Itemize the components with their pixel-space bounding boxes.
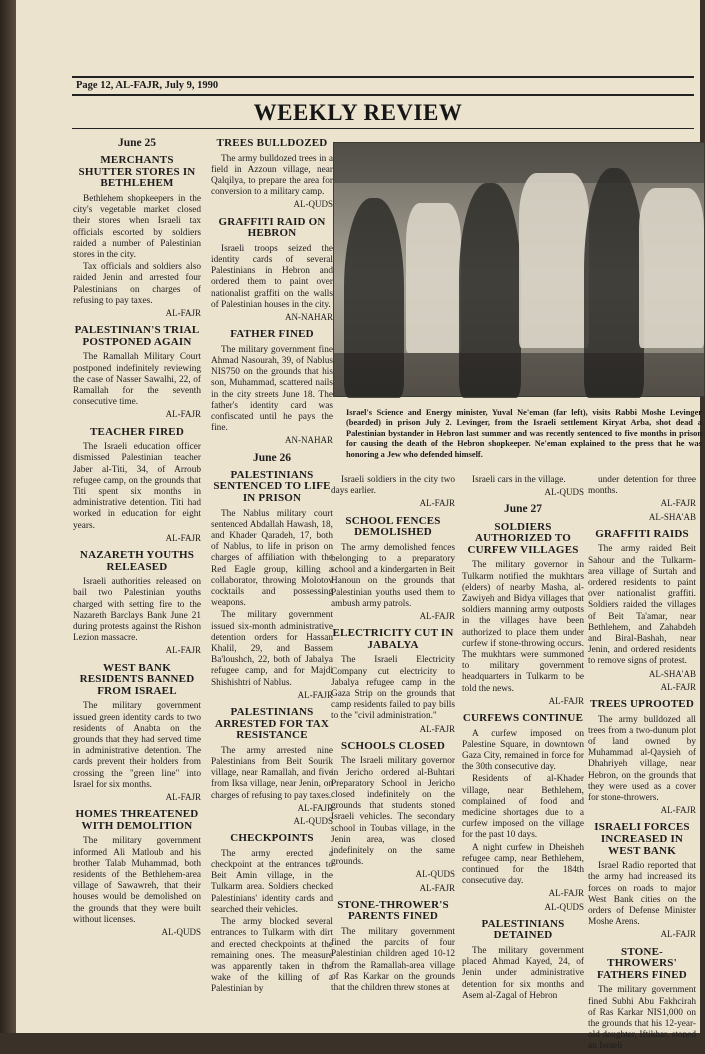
article-paragraph: Israeli soldiers in the city two days earlier.	[331, 475, 455, 497]
article-paragraph: The military government issued green identity cards to two residents of Anabta on the grounds that they had served time in administrative detention. The cards prevent their holders from crossing the "green line" into Israel for six months.	[73, 701, 201, 790]
source-credit: AL-QUDS	[415, 869, 455, 880]
article-paragraph: The Israeli military governor in Jericho ordered al-Buhtari Preparatory School in Jericho closed indefinitely on the grounds that students stoned Israeli vehicles. The secondary school in Toubas village, in the Jenin area, was closed indefinitely on the same grounds.	[331, 756, 455, 868]
source-credit: AL-FAJR	[165, 308, 201, 319]
date-heading: June 26	[252, 451, 292, 464]
column-4	[462, 475, 584, 1003]
source-credit: AL-FAJR	[419, 611, 455, 622]
article-paragraph: The military governor in Tulkarm notified the mukhtars (elders) of nearby Masha, al-Zawiyeh and Bidya villages that soldiers manning army outposts in the villages have been authorized to place them under curfew if stone-throwing occurs. The mukhtars were summoned to military government headquarters in Tulkarm to be told the news.	[462, 560, 584, 694]
source-credit: AL-QUDS	[293, 199, 333, 210]
source-credit: AL-QUDS	[544, 901, 584, 912]
article-headline: TREES BULLDOZED	[216, 137, 328, 149]
article-headline: TREES UPROOTED	[590, 698, 694, 711]
source-credit: AL-FAJR	[419, 882, 455, 893]
article-headline: PALESTINIANS SENTENCED TO LIFE IN PRISON	[213, 468, 331, 505]
masthead-rule	[72, 128, 694, 129]
source-credit: AL-FAJR	[297, 689, 333, 700]
article-paragraph: Israeli authorities released on bail two Palestinian youths charged with setting fire to the Nazareth Barclays Bank June 21 during protests against the Rishon Lezion massacre.	[73, 577, 201, 644]
article-paragraph: A night curfew in Dheisheh refugee camp, near Bethlehem, continued for the 184th consecutive day.	[462, 842, 584, 887]
article-headline: TEACHER FIRED	[90, 425, 184, 438]
article-paragraph: Residents of al-Khader village, near Bethlehem, complained of food and medicine shortages due to a curfew imposed on the village for the past 10 days.	[462, 774, 584, 841]
article-paragraph: The military government informed Ali Matloub and his brother Talab Muhammad, both residents of the Bethlehem-area village of Sawawreh, that their houses would be demolished on the grounds that they were built without licenses.	[73, 836, 201, 925]
page-line: Page 12, AL-FAJR, July 9, 1990	[76, 80, 219, 91]
source-credit: AL-QUDS	[161, 927, 201, 938]
source-credit: AL-FAJR	[165, 792, 201, 803]
article-paragraph: The military government fined Subhi Abu Fakhcirah of Ras Karkar NIS1,000 on the grounds that his 12-year-old daughter, Iftikhar, stoned an Israeli	[588, 985, 696, 1052]
article-headline: GRAFFITI RAID ON HEBRON	[218, 215, 326, 240]
article-headline: ELECTRICITY CUT IN JABALYA	[332, 627, 454, 651]
newspaper-page	[16, 0, 702, 1052]
source-credit: AL-FAJR	[660, 805, 696, 816]
masthead-title: WEEKLY REVIEW	[253, 100, 463, 125]
article-paragraph: A curfew imposed on Palestine Square, in downtown Gaza City, remained in force for the 30th consecutive day.	[462, 728, 584, 773]
source-credit: AL-SHA'AB	[648, 668, 696, 679]
article-headline: PALESTINIANS ARRESTED FOR TAX RESISTANCE	[214, 706, 330, 742]
article-paragraph: The army bulldozed all trees from a two-dunum plot of land owned by Muhammad al-Qaysieh of Dhahriyeh village, near Hebron, on the grounds that they were used as a cover for stone-throwers.	[588, 714, 696, 804]
source-credit: AL-FAJR	[660, 681, 696, 692]
article-paragraph: The military government issued six-month administrative detention orders for Hassan Khalil, 29, and Bassem Ba'loushch, 22, both of Jabalya refugee camp, and for Majdi Shishishtri of Nablus.	[211, 610, 333, 688]
article-headline: STONE-THROWERS' FATHERS FINED	[597, 945, 687, 981]
date-heading: June 25	[117, 137, 157, 149]
source-credit: AN-NAHAR	[285, 312, 333, 323]
news-photo	[333, 142, 705, 397]
article-headline: SCHOOLS CLOSED	[341, 739, 445, 752]
article-headline: PALESTINIAN'S TRIAL POSTPONED AGAIN	[74, 324, 200, 348]
header-rule	[72, 94, 694, 96]
article-paragraph: The military government placed Ahmad Kayed, 24, of Jenin under administrative detention for six months and Asem al-Zagal of Hebron	[462, 946, 584, 1001]
source-credit: AL-SHA'AB	[648, 511, 696, 522]
source-credit: AL-QUDS	[544, 487, 584, 498]
source-credit: AL-FAJR	[297, 802, 333, 813]
article-paragraph: The army erected a checkpoint at the entrances to Beit Amin village, in the Tulkarm area. Soldiers checked Palestinians' identity cards and searched their vehicles.	[211, 848, 333, 915]
article-headline: NAZARETH YOUTHS RELEASED	[79, 549, 195, 573]
article-paragraph: Bethlehem shopkeepers in the city's vegetable market closed their stores when Israeli tax officials escorted by soldiers raided a number of Palestinian stores in the city.	[73, 193, 201, 260]
article-paragraph: under detention for three months.	[588, 475, 696, 497]
photo-person-6	[639, 188, 704, 348]
source-credit: AL-FAJR	[165, 409, 201, 420]
article-headline: FATHER FINED	[230, 328, 314, 341]
article-paragraph: The Ramallah Military Court postponed indefinitely reviewing the case of Nasser Sawalhi, 22, of Ramallah for the seventh consecutive time.	[73, 352, 201, 408]
article-paragraph: The army demolished fences belonging to a preparatory school and a kindergarten in Beit Hanoun on the grounds that Palestinian youths used them to ambush army patrols.	[331, 542, 455, 609]
source-credit: AL-FAJR	[165, 645, 201, 656]
column-5	[588, 475, 696, 1054]
article-paragraph: The Nablus military court sentenced Abdallah Hawash, 18, and Khader Qaradeh, 17, both of Nablus, to life in prison on charges of affiliation with the Red Eagle group, killing a collaborator, throwing Molotov cocktails and possessing weapons.	[211, 508, 333, 609]
source-credit: AL-FAJR	[548, 888, 584, 899]
article-headline: PALESTINIANS DETAINED	[481, 917, 565, 942]
article-headline: SCHOOL FENCES DEMOLISHED	[345, 514, 441, 539]
source-credit: AN-NAHAR	[285, 435, 333, 446]
article-headline: WEST BANK RESIDENTS BANNED FROM ISRAEL	[79, 661, 195, 697]
article-paragraph: The Israeli education officer dismissed Palestinian teacher Jaber al-Titi, 34, of Arroub refugee camp, on the grounds that Titi spent six months in administrative detention. Titi had worked in education for eight years.	[73, 442, 201, 531]
book-binding	[0, 0, 16, 1033]
photo-person-4	[519, 173, 589, 348]
column-1	[73, 132, 201, 940]
article-paragraph: The military government fined the parcits of four Palestinian children aged 10-12 from the Ramallah-area village of Ras Karkar on the grounds that the children threw stones at	[331, 927, 455, 994]
article-paragraph: The Israeli Electricity Company cut electricity to Jabalya refugee camp in the Gaza Strip on the grounds that camp residents failed to pay bills to the "civil administration."	[331, 655, 455, 722]
source-credit: AL-FAJR	[419, 498, 455, 509]
article-headline: ISRAELI FORCES INCREASED IN WEST BANK	[594, 821, 690, 857]
source-credit: AL-FAJR	[660, 929, 696, 940]
source-credit: AL-FAJR	[548, 695, 584, 706]
article-paragraph: Israeli cars in the village.	[472, 475, 566, 485]
article-headline: SOLDIERS AUTHORIZED TO CURFEW VILLAGES	[467, 520, 579, 556]
article-headline: CHECKPOINTS	[230, 832, 314, 845]
article-headline: MERCHANTS SHUTTER STORES IN BETHLEHEM	[78, 154, 196, 190]
article-paragraph: The army arrested nine Palestinians from Beit Sourik village, near Ramallah, and five from Iksa village, near Jenin, on charges of refusing to pay taxes.	[211, 745, 333, 801]
source-credit: AL-FAJR	[419, 723, 455, 734]
photo-ground	[334, 353, 704, 396]
top-rule	[72, 76, 694, 78]
article-paragraph: Israel Radio reported that the army had increased its forces on roads to major West Bank cities on the orders of Defense Minister Moshe Arens.	[588, 861, 696, 928]
article-headline: STONE-THROWER'S PARENTS FINED	[337, 898, 449, 923]
article-paragraph: The army blocked several entrances to Tulkarm with dirt and erected checkpoints at the remaining ones. The measure was apparently taken in the wake of the killing of a Palestinian by	[211, 917, 333, 995]
article-headline: GRAFFITI RAIDS	[595, 527, 689, 540]
article-headline: CURFEWS CONTINUE	[462, 712, 584, 725]
source-credit: AL-FAJR	[660, 498, 696, 509]
article-paragraph: Tax officials and soldiers also raided Jenin and arrested four Palestinians on charges of refusing to pay taxes.	[73, 262, 201, 306]
photo-shadow-area	[334, 143, 704, 183]
source-credit: AL-QUDS	[293, 816, 333, 827]
column-3	[331, 475, 455, 995]
photo-person-2	[406, 203, 461, 353]
article-paragraph: The army raided Beit Sahour and the Tulkarm-area village of Surtah and ordered residents to paint over nationalist graffiti. Soldiers raided the villages of Beit Ta'amar, near Bethlehem, and Zahabdeh and Biral-Bashah, near Jenin, and ordered residents to remove signs of protest.	[588, 544, 696, 667]
source-credit: AL-FAJR	[165, 532, 201, 543]
article-paragraph: The army bulldozed trees in a field in Azzoun village, near Qalqilya, to prepare the area for conversion to a military camp.	[211, 153, 333, 198]
date-heading: June 27	[503, 503, 543, 516]
article-paragraph: The military government fine Ahmad Nasourah, 39, of Nablus NIS750 on the grounds that his son, Muhammad, scattered nails in the city streets June 18. The father's identity card was confiscated until he pays the fine.	[211, 344, 333, 434]
column-2	[211, 132, 333, 997]
article-paragraph: Israeli troops seized the identity cards of several Palestinians in Hebron and ordered them to paint over nationalist graffiti on the walls of Palestinian houses in the city.	[211, 243, 333, 310]
photo-caption: Israel's Science and Energy minister, Yuval Ne'eman (far left), visits Rabbi Moshe Levinger (bearded) in prison July 2. Levinger, from the Israeli settlement Kiryat Arba, shot dead a Palestinian bystander in Hebron last summer and was recently sentenced to five months in prison for causing the death of the Hebron shopkeeper. Ne'eman explained to the press that he was honoring a Jew who defended himself.	[346, 408, 702, 459]
article-headline: HOMES THREATENED WITH DEMOLITION	[75, 808, 199, 832]
